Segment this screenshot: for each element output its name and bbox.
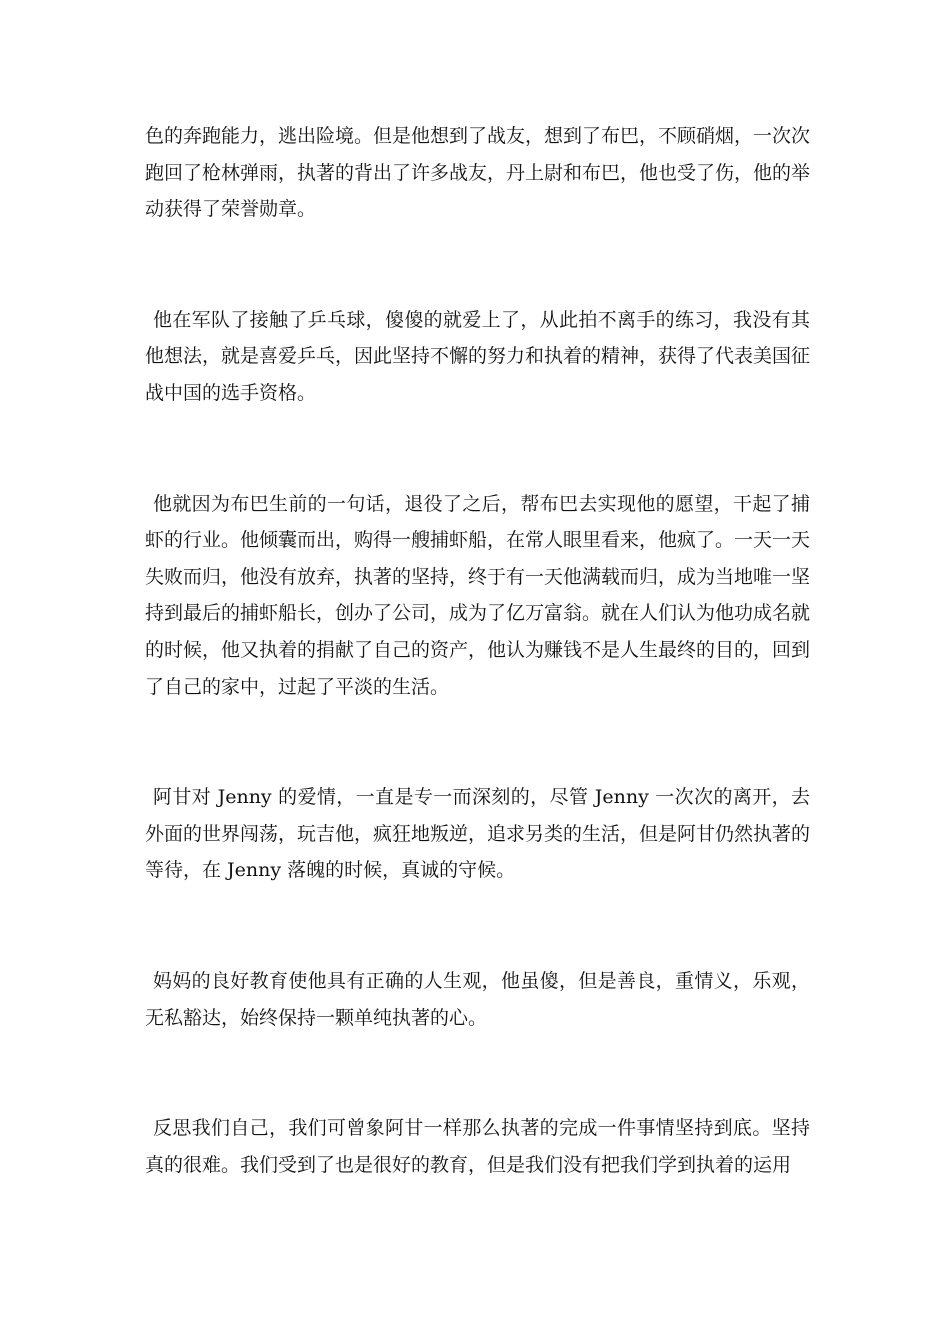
paragraph-4: 阿甘对 Jenny 的爱情，一直是专一而深刻的，尽管 Jenny 一次次的离开，去外面的世界闯荡，玩吉他，疯狂地叛逆，追求另类的生活，但是阿甘仍然执著的等待，在 Jenny 落魄的时候，真诚的守候。: [145, 786, 811, 882]
document-body: [145, 118, 810, 1257]
paragraph-3: 他就因为布巴生前的一句话，退役了之后，帮布巴去实现他的愿望，干起了捕虾的行业。他倾囊而出，购得一艘捕虾船，在常人眼里看来，他疯了。一天一天失败而归，他没有放弃，执著的坚持，终于有一天他满载而归，成为当地唯一坚持到最后的捕虾船长，创办了公司，成为了亿万富翁。就在人们认为他功成名就的时候，他又执着的捐献了自己的资产，他认为赚钱不是人生最终的目的，回到了自己的家中，过起了平淡的生活。: [145, 492, 811, 698]
paragraph-2: 他在军队了接触了乒乓球，傻傻的就爱上了，从此拍不离手的练习，我没有其他想法，就是喜爱乒乓，因此坚持不懈的努力和执着的精神，获得了代表美国征战中国的选手资格。: [145, 308, 811, 404]
paragraph-6: 反思我们自己，我们可曾象阿甘一样那么执著的完成一件事情坚持到底。坚持真的很难。我们受到了也是很好的教育，但是我们没有把我们学到执着的运用: [145, 1117, 810, 1176]
paragraph-1: 色的奔跑能力，逃出险境。但是他想到了战友，想到了布巴，不顾硝烟，一次次跑回了枪林弹雨，执著的背出了许多战友，丹上尉和布巴，他也受了伤，他的举动获得了荣誉勋章。: [145, 125, 811, 221]
paragraph-5: 妈妈的良好教育使他具有正确的人生观，他虽傻，但是善良，重情义，乐观，无私豁达，始终保持一颗单纯执著的心。: [145, 969, 810, 1029]
